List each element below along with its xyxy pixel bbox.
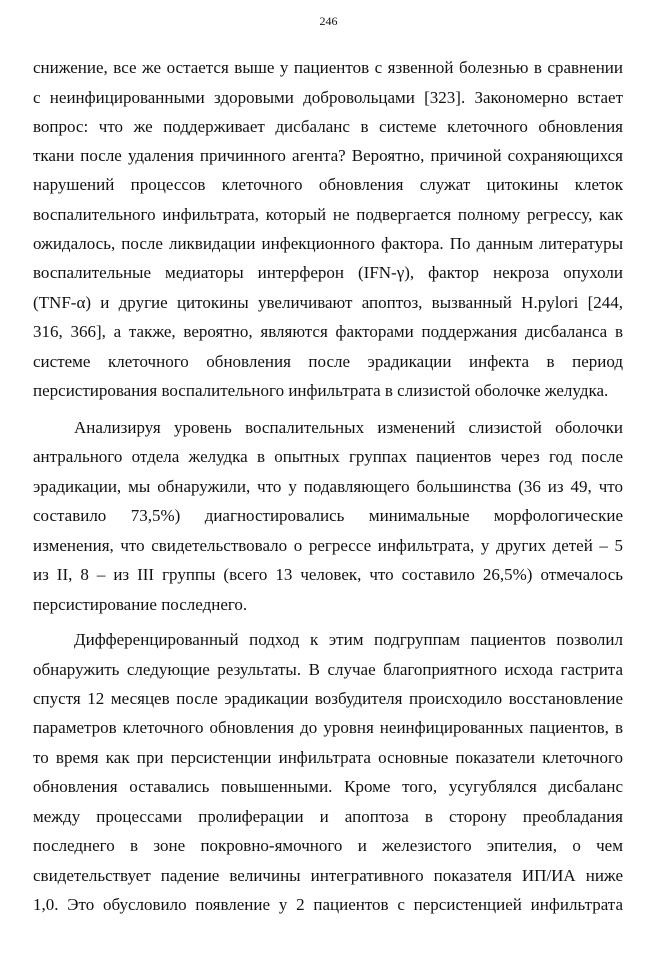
paragraph-3-line-1: Дифференцированный подход к этим подгруппам пациентов позволил — [74, 630, 623, 649]
paragraph-1-line-1: снижение, все же остается выше у пациентов с язвенной болезнью в сравнении — [33, 58, 623, 77]
paragraph-1-line-8: воспалительные медиаторы интерферон (IFN-γ), фактор некроза опухоли — [33, 263, 623, 282]
paragraph-2-line-5: изменения, что свидетельствовало о регрессе инфильтрата, у других детей – 5 — [33, 536, 623, 555]
paragraph-3-line-6: обновления оставались повышенными. Кроме того, усугублялся дисбаланс — [33, 777, 623, 796]
paragraph-2-line-1: Анализируя уровень воспалительных изменений слизистой оболочки — [74, 418, 623, 437]
paragraph-3-line-8: последнего в зоне покровно-ямочного и железистого эпителия, о чем — [33, 836, 623, 855]
paragraph-1-line-3: вопрос: что же поддерживает дисбаланс в системе клеточного обновления — [33, 117, 623, 136]
paragraph-1-line-6: воспалительного инфильтрата, который не подвергается полному регрессу, как — [33, 205, 623, 224]
paragraph-3-line-5: то время как при персистенции инфильтрата основные показатели клеточного — [33, 748, 623, 767]
paragraph-1-line-7: ожидалось, после ликвидации инфекционного фактора. По данным литературы — [33, 234, 623, 253]
paragraph-2-line-3: эрадикации, мы обнаружили, что у подавляющего большинства (36 из 49, что — [33, 477, 623, 496]
paragraph-2-line-2: антрального отдела желудка в опытных группах пациентов через год после — [33, 447, 623, 466]
paragraph-1-line-12: персистирования воспалительного инфильтрата в слизистой оболочке желудка. — [33, 381, 609, 400]
paragraph-3-line-3: спустя 12 месяцев после эрадикации возбудителя происходило восстановление — [33, 689, 623, 708]
paragraph-3-line-2: обнаружить следующие результаты. В случае благоприятного исхода гастрита — [33, 660, 623, 679]
paragraph-1-line-2: с неинфицированными здоровыми добровольцами [323]. Закономерно встает — [33, 88, 623, 107]
page-number: 246 — [319, 14, 338, 28]
paragraph-2-line-4: составило 73,5%) диагностировались минимальные морфологические — [33, 506, 623, 525]
paragraph-2-line-6: из II, 8 – из III группы (всего 13 человек, что составило 26,5%) отмечалось — [33, 565, 623, 584]
paragraph-3-line-7: между процессами пролиферации и апоптоза в сторону преобладания — [33, 807, 623, 826]
paragraph-2-line-7: персистирование последнего. — [33, 595, 248, 614]
paragraph-1-line-10: 316, 366], а также, вероятно, являются факторами поддержания дисбаланса в — [33, 322, 623, 341]
paragraph-3-line-10: 1,0. Это обусловило появление у 2 пациентов с персистенцией инфильтрата — [33, 895, 623, 914]
paragraph-1-line-9: (TNF-α) и другие цитокины увеличивают апоптоз, вызванный H.pylori [244, — [33, 293, 623, 312]
paragraph-1-line-4: ткани после удаления причинного агента? Вероятно, причиной сохраняющихся — [33, 146, 623, 165]
paragraph-1-line-5: нарушений процессов клеточного обновления служат цитокины клеток — [33, 175, 623, 194]
paragraph-1-line-11: системе клеточного обновления после эрадикации инфекта в период — [33, 352, 623, 371]
paragraph-3-line-9: свидетельствует падение величины интегративного показателя ИП/ИА ниже — [33, 866, 623, 885]
paragraph-3-line-4: параметров клеточного обновления до уровня неинфицированных пациентов, в — [33, 718, 623, 737]
